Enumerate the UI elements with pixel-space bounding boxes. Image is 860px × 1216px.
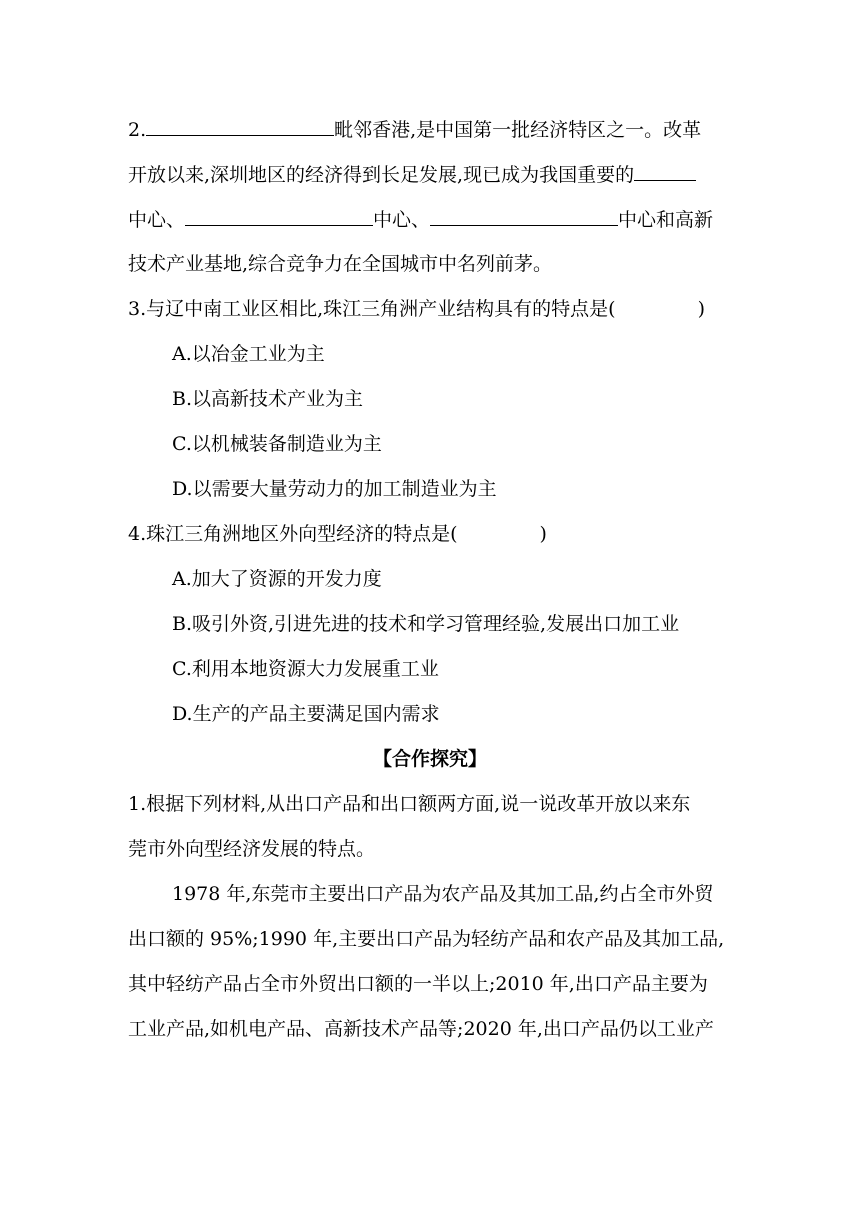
coop-question-1-line-2: 莞市外向型经济发展的特点。 — [128, 838, 376, 860]
question-text: 3.与辽中南工业区相比,珠江三角洲产业结构具有的特点是( — [128, 298, 616, 320]
question-2-line-2 — [128, 162, 696, 187]
section-title: 【合作探究】 — [372, 748, 487, 770]
question-text: 中心和高新 — [618, 209, 714, 231]
question-2-line-4: 技术产业基地,综合竞争力在全国城市中名列前茅。 — [128, 253, 553, 275]
option-c: C.利用本地资源大力发展重工业 — [172, 658, 439, 680]
option-d: D.以需要大量劳动力的加工制造业为主 — [172, 478, 497, 500]
option-d: D.生产的产品主要满足国内需求 — [172, 703, 440, 725]
fill-blank[interactable] — [146, 117, 334, 136]
close-paren: ) — [539, 523, 547, 545]
material-paragraph-line-1: 1978 年,东莞市主要出口产品为农产品及其加工品,约占全市外贸 — [172, 883, 714, 905]
option-a: A.以冶金工业为主 — [172, 343, 325, 365]
fill-blank[interactable] — [185, 207, 373, 226]
question-number: 2. — [128, 119, 147, 141]
question-text: 4.珠江三角洲地区外向型经济的特点是( — [128, 523, 458, 545]
material-paragraph-line-3: 其中轻纺产品占全市外贸出口额的一半以上;2010 年,出口产品主要为 — [128, 973, 708, 995]
question-3-stem — [128, 297, 705, 321]
question-text: 毗邻香港,是中国第一批经济特区之一。改革 — [334, 119, 702, 141]
option-b: B.以高新技术产业为主 — [172, 388, 364, 410]
question-4-stem — [128, 522, 547, 546]
question-text: 中心、 — [128, 209, 186, 231]
option-b: B.吸引外资,引进先进的技术和学习管理经验,发展出口加工业 — [172, 613, 680, 635]
close-paren: ) — [697, 298, 706, 320]
option-a: A.加大了资源的开发力度 — [172, 568, 382, 590]
question-text: 中心、 — [373, 209, 431, 231]
fill-blank[interactable] — [634, 162, 696, 181]
material-paragraph-line-4: 工业产品,如机电产品、高新技术产品等;2020 年,出口产品仍以工业产 — [128, 1018, 714, 1040]
question-2-line-1 — [128, 117, 701, 142]
material-paragraph-line-2: 出口额的 95%;1990 年,主要出口产品为轻纺产品和农产品及其加工品, — [128, 928, 725, 950]
question-2-line-3 — [128, 207, 713, 232]
option-c: C.以机械装备制造业为主 — [172, 433, 382, 455]
coop-question-1-line-1: 1.根据下列材料,从出口产品和出口额两方面,说一说改革开放以来东 — [128, 793, 691, 815]
fill-blank[interactable] — [430, 207, 618, 226]
question-text: 开放以来,深圳地区的经济得到长足发展,现已成为我国重要的 — [128, 164, 635, 186]
